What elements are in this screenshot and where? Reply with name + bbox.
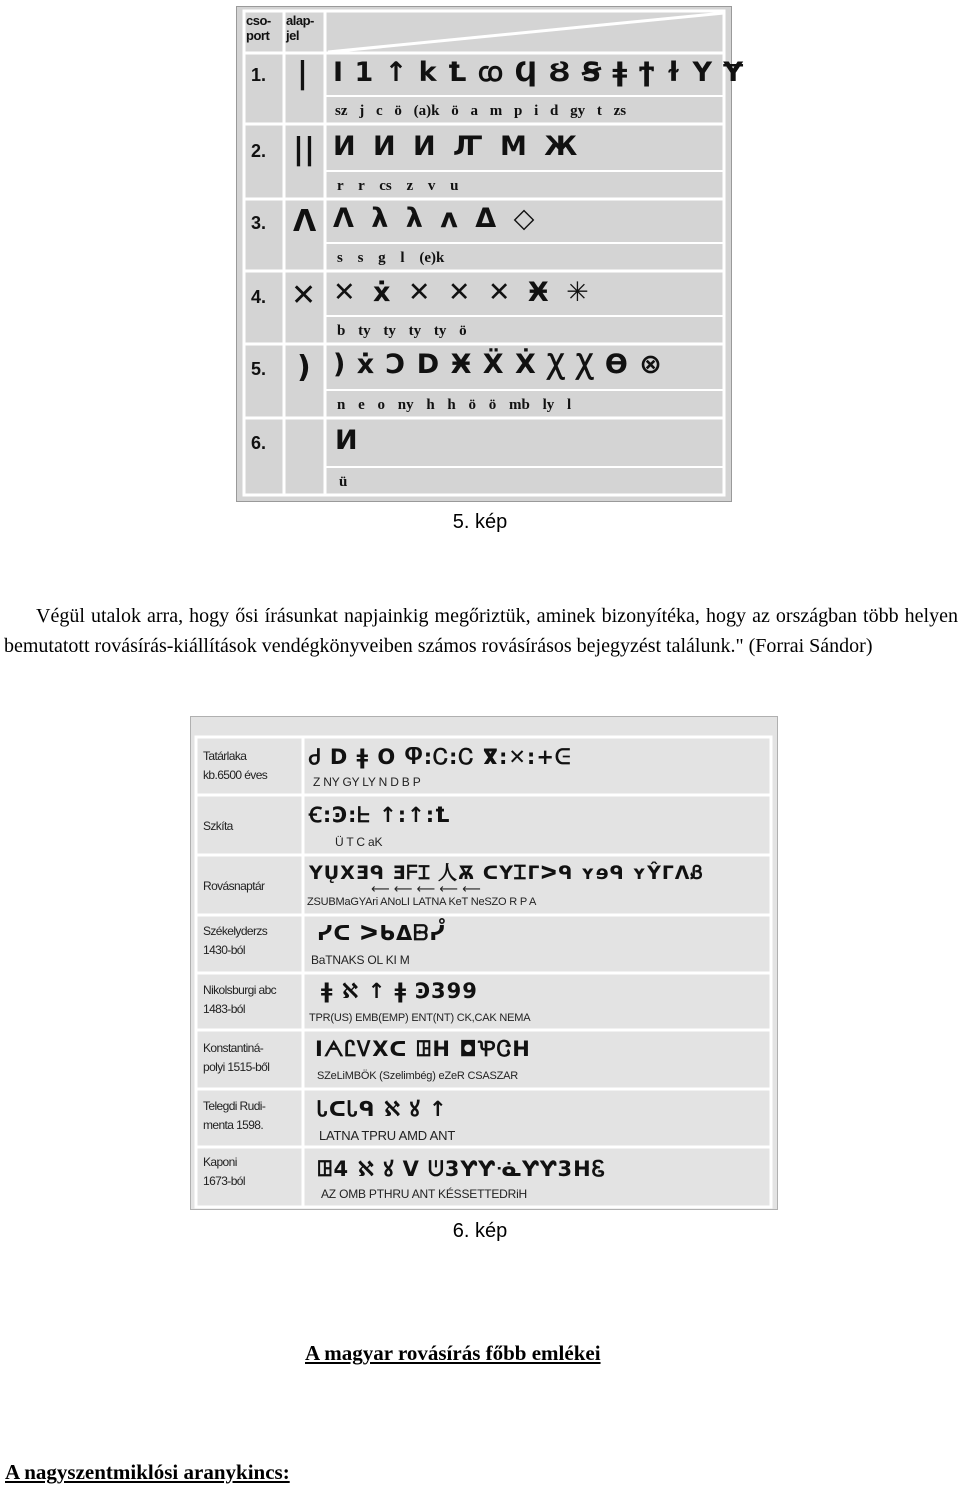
source-label: Konstantiná- polyi 1515-ből	[203, 1041, 270, 1074]
transliteration: BaTNAKS OL KI M	[311, 953, 410, 967]
transliteration: SZeLiMBÖK (Szelimbég) eZeR CSASZAR	[317, 1070, 519, 1082]
rune-row: ✕ ẋ ✕ ✕ ✕ Ӿ ✳	[333, 277, 593, 308]
latin-letters-row: s s g l (e)k	[337, 250, 445, 266]
rune-inscription: Ꮷ D ǂ O Ⴔ:Ꮯ:Ꮯ ⴳ:✕:+ᕮ	[309, 745, 572, 769]
source-label: Tatárlaka kb.6500 éves	[203, 749, 268, 782]
latin-letters-row: n e o ny h h ö ö mb ly l	[337, 397, 572, 413]
rune-monuments-table-image	[190, 716, 778, 1210]
rune-groups-table-image	[236, 6, 744, 502]
rune-row: Ι 1 ↑ k Ꝉ ꭃ Ϥ Ȣ Ꞩ ǂ ϯ ɫ Y Ɏ	[333, 57, 744, 88]
source-label: Nikolsburgi abc 1483-ból	[203, 983, 277, 1016]
transliteration: ZSUBMaGYAri ANoLI LATNA KeT NeSZO R P A	[307, 896, 537, 908]
header-base-sign-label: alap- jel	[286, 13, 314, 43]
source-label: Kaponi 1673-ból	[203, 1155, 245, 1188]
header-group-label: cso- port	[246, 13, 271, 43]
transliteration: LATNA TPRU AMD ANT	[319, 1128, 456, 1143]
subsection-heading: A nagyszentmiklósi aranykincs:	[5, 1460, 290, 1484]
rune-row: И	[335, 425, 362, 456]
group-number: 3.	[251, 213, 267, 233]
rune-inscription: ǂ ℵ ↑ ǂ Ͽ399	[321, 979, 478, 1003]
latin-letters-row: b ty ty ty ty ö	[337, 323, 467, 339]
group-number: 2.	[251, 141, 267, 161]
transliteration: TPR(US) EMB(EMP) ENT(NT) CK,CAK NEMA	[309, 1012, 531, 1024]
base-sign: ✕	[291, 278, 317, 313]
table-grid-lines	[191, 717, 777, 1209]
rune-row: И И Ͷ Ꙥ M Ж	[333, 131, 582, 162]
rune-inscription: YŲXƎᑫ ƎᖴꞮ ⼈Ѫ ᑕYᏆᒥᐳᑫ ʏɘᑫ ʏŶᒥɅᏰ	[309, 862, 704, 884]
rune-inscription: ꖸ4 ℵ ꙋ ꓦ ᕫ3ƳƳᓍƳƳ3HᏋ	[317, 1157, 606, 1181]
latin-letters-row: r r cs z v u	[337, 178, 459, 194]
base-sign: )	[297, 350, 311, 385]
source-label: Rovásnaptár	[203, 879, 265, 893]
body-paragraph: Végül utalok arra, hogy ősi írásunkat napjainkig megőriztük, aminek bizonyítéka, hogy az országban több helyen bemutatott rovásírás-kiállítások vendégkönyveiben számos rovásírásos bejegyzést találunk." (Forrai Sándor)	[4, 605, 958, 657]
transliteration: Ü T C aK	[335, 835, 383, 849]
rune-inscription: Ꞓ:Ͽ:ᖶ ↑:↑:Ꝉ	[309, 803, 451, 827]
rune-inscription: ᓯᑕ ᐳᑲᐃᗹᓮ	[317, 921, 446, 945]
latin-letters-row: sz j c ö (a)k ö a m p i d gy t zs	[335, 103, 627, 119]
section-heading: A magyar rovásírás főbb emlékei	[305, 1341, 601, 1365]
base-sign: |	[297, 56, 308, 91]
source-label: Székelyderzs 1430-ból	[203, 924, 268, 957]
rune-inscription: IᗅᏝᏙXᑕ ꖸH ◘ꝔᏣH	[315, 1037, 531, 1061]
source-label: Telegdi Rudi- menta 1598.	[203, 1099, 266, 1132]
reading-direction-arrow: ⟵ ⟵ ⟵ ⟵ ⟵	[371, 882, 481, 897]
transliteration: Z NY GY LY N D B P	[313, 775, 421, 789]
source-label: Szkíta	[203, 819, 233, 833]
group-number: 5.	[251, 359, 267, 379]
transliteration: AZ OMB PTHRU ANT KÉSSETTEDRiH	[321, 1187, 528, 1201]
base-sign: Λ	[293, 204, 317, 239]
rune-row: ) ẋ Ɔ D Ӿ Ẍ Ẋ Ꭓ Ꭓ Ɵ ⊗	[333, 349, 663, 380]
figure-caption: 5. kép	[452, 511, 508, 533]
figure-caption: 6. kép	[452, 1220, 508, 1242]
rune-inscription: ᏓᑕᏓᑫ ℵ ꙋ ↑	[317, 1097, 448, 1121]
group-number: 4.	[251, 287, 267, 307]
rune-row: Λ λ λ ʌ ᐃ ◇	[333, 203, 539, 234]
latin-letters-row: ü	[339, 474, 348, 490]
group-number: 6.	[251, 433, 267, 453]
group-number: 1.	[251, 65, 267, 85]
base-sign: ||	[293, 132, 315, 167]
